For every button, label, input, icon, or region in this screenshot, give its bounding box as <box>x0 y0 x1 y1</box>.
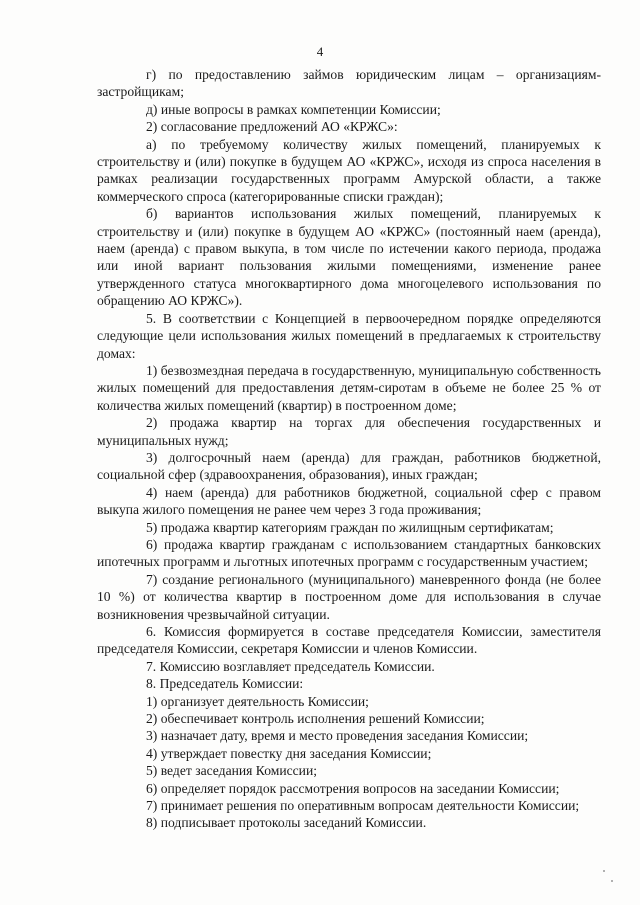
paragraph-section-8: 8. Председатель Комиссии: <box>146 676 304 692</box>
paragraph-subitem-a: а) по требуемому количеству жилых помещений, планируемых к строительству и (или) покупке в будущем АО «КРЖС», исходя из спроса населения в рамках реализации государственных программ Амурской области, а также коммерческого спроса (категорированные списки граждан); <box>97 136 601 204</box>
paragraph-duty-2: 2) обеспечивает контроль исполнения решений Комиссии; <box>146 711 485 727</box>
paragraph-duty-3: 3) назначает дату, время и место проведения заседания Комиссии; <box>146 728 529 744</box>
paragraph-goal-1: 1) безвозмездная передача в государственную, муниципальную собственность жилых помещений для предоставления детям-сиротам в объеме не более 25 % от количества жилых помещений (квартир) в построенном доме; <box>97 362 601 413</box>
paragraph-goal-7: 7) создание регионального (муниципального) маневренного фонда (не более 10 %) от количества квартир в построенном доме для использования в случае возникновения чрезвычайной ситуации. <box>97 571 601 622</box>
document-body <box>97 66 601 832</box>
scan-speck <box>603 870 605 872</box>
paragraph-goal-2: 2) продажа квартир на торгах для обеспечения государственных и муниципальных нужд; <box>97 415 601 448</box>
paragraph-duty-6: 6) определяет порядок рассмотрения вопросов на заседании Комиссии; <box>146 780 560 796</box>
paragraph-goal-5: 5) продажа квартир категориям граждан по жилищным сертификатам; <box>146 519 554 535</box>
paragraph-item-2: 2) согласование предложений АО «КРЖС»: <box>146 119 398 135</box>
paragraph-duty-8: 8) подписывает протоколы заседаний Комиссии. <box>146 815 427 831</box>
paragraph-duty-1: 1) организует деятельность Комиссии; <box>146 693 369 709</box>
paragraph-subitem-g: г) по предоставлению займов юридическим лицам – организациям-застройщикам; <box>97 67 601 100</box>
paragraph-subitem-d: д) иные вопросы в рамках компетенции Комиссии; <box>146 101 441 117</box>
paragraph-goal-3: 3) долгосрочный наем (аренда) для граждан, работников бюджетной, социальной сфер (здравоохранения, образования), иных граждан; <box>97 449 601 483</box>
paragraph-duty-4: 4) утверждает повестку дня заседания Комиссии; <box>146 745 432 761</box>
paragraph-duty-7: 7) принимает решения по оперативным вопросам деятельности Комиссии; <box>146 798 580 814</box>
paragraph-section-6: 6. Комиссия формируется в составе председателя Комиссии, заместителя председателя Комиссии, секретаря Комиссии и членов Комиссии. <box>97 624 601 657</box>
scan-speck <box>611 880 613 882</box>
page-number: 4 <box>316 44 324 59</box>
paragraph-section-5: 5. В соответствии с Концепцией в первоочередном порядке определяются следующие цели использования жилых помещений в предлагаемых к строительству домах: <box>97 310 601 361</box>
paragraph-goal-6: 6) продажа квартир гражданам с использованием стандартных банковских ипотечных программ и льготных ипотечных программ с государственным участием; <box>97 536 601 570</box>
paragraph-subitem-b: б) вариантов использования жилых помещений, планируемых к строительству и (или) покупке в будущем АО «КРЖС» (постоянный наем (аренда), наем (аренда) с правом выкупа, в том числе по истечении какого периода, продажа или иной вариант пользования жилыми помещениями, изменение ранее утвержденного статуса многоквартирного дома многоцелевого использования по обращению АО КРЖС»). <box>97 206 601 309</box>
paragraph-section-7: 7. Комиссию возглавляет председатель Комиссии. <box>146 658 435 674</box>
paragraph-duty-5: 5) ведет заседания Комиссии; <box>146 763 318 779</box>
paragraph-goal-4: 4) наем (аренда) для работников бюджетной, социальной сфер с правом выкупа жилого помещения не ранее чем через 3 года проживания; <box>97 484 601 518</box>
